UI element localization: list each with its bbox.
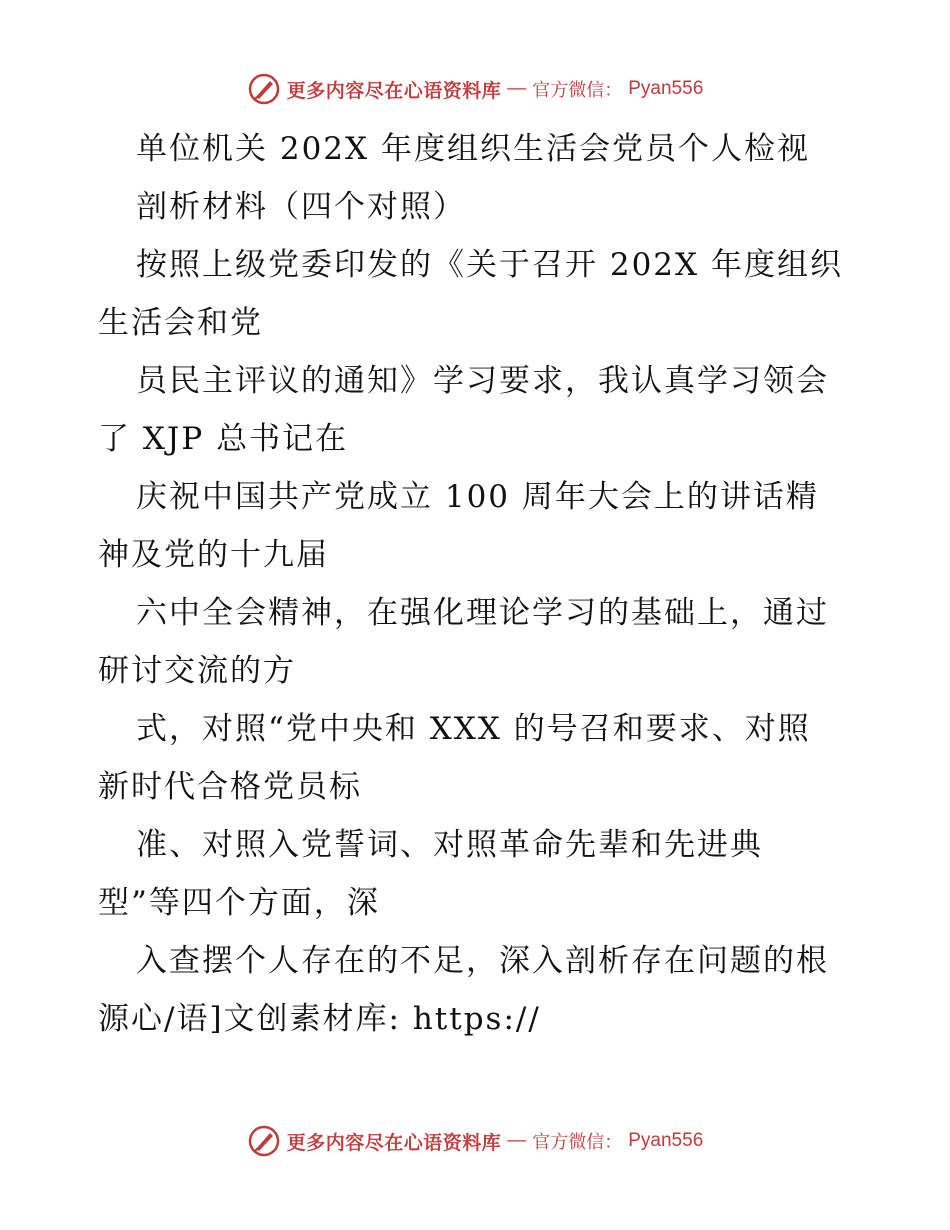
- doc-paragraph-line: 了 XJP 总书记在: [98, 421, 349, 457]
- doc-paragraph-line: 神及党的十九届: [98, 537, 329, 573]
- doc-title-line-2: 剖析材料（四个对照）: [136, 189, 466, 225]
- doc-paragraph-line: 入查摆个人存在的不足，深入剖析存在问题的根: [136, 943, 829, 979]
- page-footer: [0, 1124, 950, 1158]
- header-contact-label: 官方微信：: [532, 80, 623, 101]
- doc-paragraph-line: 生活会和党: [98, 305, 263, 341]
- doc-paragraph-line: 研讨交流的方: [98, 653, 296, 689]
- doc-paragraph-line: 庆祝中国共产党成立 100 周年大会上的讲话精: [136, 479, 819, 515]
- footer-contact-id: Pyan556: [628, 1130, 704, 1151]
- doc-paragraph-line: 式，对照“党中央和 XXX 的号召和要求、对照: [136, 711, 811, 747]
- doc-paragraph-line: 六中全会精神，在强化理论学习的基础上，通过: [136, 595, 829, 631]
- footer-separator: —: [507, 1130, 527, 1151]
- doc-paragraph-line: 源心/语]文创素材库: https://: [98, 1001, 541, 1037]
- doc-paragraph-line: 员民主评议的通知》学习要求，我认真学习领会: [136, 363, 829, 399]
- doc-paragraph-line: 型”等四个方面，深: [98, 885, 380, 921]
- header-separator: —: [507, 78, 527, 99]
- doc-paragraph-line: 准、对照入党誓词、对照革命先辈和先进典: [136, 827, 763, 863]
- footer-contact-label: 官方微信：: [532, 1132, 623, 1153]
- quill-logo-icon: [247, 72, 281, 106]
- document-body: [98, 120, 858, 1048]
- header-contact-id: Pyan556: [628, 78, 704, 99]
- page-header: [0, 72, 950, 106]
- header-brand-text: 更多内容尽在心语资料库: [286, 79, 502, 102]
- doc-paragraph-line: 新时代合格党员标: [98, 769, 362, 805]
- doc-paragraph-line: 按照上级党委印发的《关于召开 202X 年度组织: [136, 247, 843, 283]
- quill-logo-icon: [247, 1124, 281, 1158]
- footer-brand-text: 更多内容尽在心语资料库: [286, 1131, 502, 1154]
- doc-title-line-1: 单位机关 202X 年度组织生活会党员个人检视: [136, 131, 810, 167]
